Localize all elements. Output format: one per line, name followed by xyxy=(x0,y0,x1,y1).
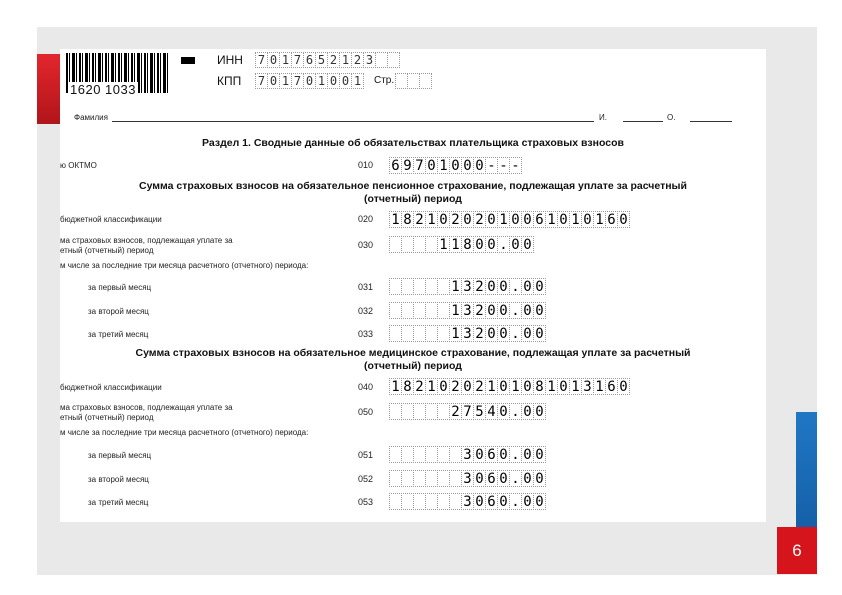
digit-cell: 6 xyxy=(303,52,316,68)
digit-cell: 1 xyxy=(279,73,292,89)
digit-cell: 1 xyxy=(437,236,450,253)
digit-cell: 0 xyxy=(521,378,534,395)
digit-cell: 1 xyxy=(569,378,582,395)
barcode-number: 1620 1033 xyxy=(70,82,136,97)
medical-kbk-code: 040 xyxy=(358,382,374,392)
digit-cell: 7 xyxy=(461,403,474,420)
digit-cell: 2 xyxy=(449,378,462,395)
digit-cell: 0 xyxy=(473,157,486,174)
digit-cell: . xyxy=(497,236,510,253)
digit-cell: 0 xyxy=(437,378,450,395)
digit-cell: 0 xyxy=(449,157,462,174)
digit-cell: 0 xyxy=(509,211,522,228)
oktmo-code: 010 xyxy=(358,160,374,170)
medical-total-label-1: ма страховых взносов, подлежащая уплате за xyxy=(60,403,233,412)
digit-cell: 0 xyxy=(485,302,498,319)
medical-month3-code: 053 xyxy=(358,497,374,507)
digit-cell: 0 xyxy=(533,302,546,319)
digit-cell: 0 xyxy=(461,157,474,174)
digit-cell: 0 xyxy=(497,278,510,295)
digit-cell: 2 xyxy=(413,211,426,228)
digit-cell: 0 xyxy=(485,278,498,295)
digit-cell: 3 xyxy=(461,278,474,295)
surname-underline xyxy=(112,121,594,122)
kpp-cells xyxy=(255,73,363,89)
digit-cell: 9 xyxy=(401,157,414,174)
digit-cell: 1 xyxy=(351,73,364,89)
inn-label: ИНН xyxy=(217,53,243,67)
pension-month2-label: за второй месяц xyxy=(88,307,149,316)
digit-cell: 0 xyxy=(473,493,486,510)
digit-cell: 0 xyxy=(617,378,630,395)
digit-cell: 7 xyxy=(413,157,426,174)
digit-cell: 1 xyxy=(593,211,606,228)
digit-cell: 2 xyxy=(449,403,462,420)
digit-cell: 0 xyxy=(497,470,510,487)
digit-cell: 0 xyxy=(339,73,352,89)
digit-cell: 3 xyxy=(461,302,474,319)
digit-cell: 1 xyxy=(389,378,402,395)
digit-cell: 0 xyxy=(557,378,570,395)
initial-o-label: О. xyxy=(667,113,676,122)
pension-kbk-label: бюджетной классификации xyxy=(60,215,162,224)
digit-cell: 1 xyxy=(389,211,402,228)
pension-month1-code: 031 xyxy=(358,282,374,292)
digit-cell: 4 xyxy=(485,403,498,420)
digit-cell: 0 xyxy=(473,446,486,463)
digit-cell: 6 xyxy=(389,157,402,174)
inn-cells xyxy=(255,52,399,68)
medical-total-code: 050 xyxy=(358,407,374,417)
digit-cell: 0 xyxy=(267,73,280,89)
digit-cell: 0 xyxy=(461,378,474,395)
digit-cell: 0 xyxy=(437,211,450,228)
digit-cell: 1 xyxy=(485,378,498,395)
medical-month3-cells xyxy=(389,493,545,510)
digit-cell: 0 xyxy=(497,403,510,420)
digit-cell: 3 xyxy=(461,493,474,510)
digit-cell: 1 xyxy=(425,211,438,228)
digit-cell: 2 xyxy=(413,378,426,395)
digit-cell: 1 xyxy=(545,378,558,395)
red-accent-bar xyxy=(37,54,60,124)
medical-total-label-2: етный (отчетный) период xyxy=(60,413,154,422)
medical-month1-cells xyxy=(389,446,545,463)
pension-title-line1: Сумма страховых взносов на обязательное пенсионное страхование, подлежащая уплате за расчетный xyxy=(139,180,687,192)
digit-cell: 1 xyxy=(449,278,462,295)
digit-cell: 0 xyxy=(533,403,546,420)
digit-cell: 0 xyxy=(267,52,280,68)
kpp-label: КПП xyxy=(217,74,242,88)
digit-cell: 0 xyxy=(581,211,594,228)
digit-cell: 2 xyxy=(351,52,364,68)
digit-cell: 1 xyxy=(509,378,522,395)
digit-cell: 0 xyxy=(521,302,534,319)
digit-cell: 0 xyxy=(533,446,546,463)
initial-o-underline xyxy=(690,121,732,122)
digit-cell: 6 xyxy=(605,378,618,395)
digit-cell: 2 xyxy=(449,211,462,228)
digit-cell: 8 xyxy=(401,378,414,395)
digit-cell: 0 xyxy=(533,325,546,342)
digit-cell: 6 xyxy=(533,211,546,228)
digit-cell: 6 xyxy=(485,446,498,463)
page-cells xyxy=(395,73,431,89)
pension-total-cells xyxy=(389,236,533,253)
digit-cell: 1 xyxy=(497,211,510,228)
medical-month1-code: 051 xyxy=(358,450,374,460)
digit-cell: 0 xyxy=(521,403,534,420)
pension-total-label-2: етный (отчетный) период xyxy=(60,246,154,255)
digit-cell: 1 xyxy=(339,52,352,68)
digit-cell: 1 xyxy=(449,236,462,253)
digit-cell: 0 xyxy=(497,378,510,395)
medical-month2-cells xyxy=(389,470,545,487)
digit-cell: - xyxy=(497,157,510,174)
digit-cell: 8 xyxy=(461,236,474,253)
digit-cell: 1 xyxy=(569,211,582,228)
digit-cell: 2 xyxy=(473,325,486,342)
digit-cell: 8 xyxy=(533,378,546,395)
digit-cell: 5 xyxy=(473,403,486,420)
oktmo-cells xyxy=(389,157,521,174)
digit-cell: 0 xyxy=(485,236,498,253)
digit-cell: 2 xyxy=(473,211,486,228)
digit-cell: 0 xyxy=(509,236,522,253)
medical-month1-label: за первый месяц xyxy=(88,451,152,460)
oktmo-label: ю ОКТМО xyxy=(60,161,97,170)
pension-month3-label: за третий месяц xyxy=(88,330,149,339)
pension-total-label-1: ма страховых взносов, подлежащая уплате за xyxy=(60,236,233,245)
pension-month1-label: за первый месяц xyxy=(88,283,152,292)
digit-cell: 3 xyxy=(363,52,376,68)
digit-cell: 0 xyxy=(521,236,534,253)
digit-cell: 0 xyxy=(473,236,486,253)
medical-month3-label: за третий месяц xyxy=(88,498,149,507)
page-label: Стр. xyxy=(374,75,395,86)
initial-i-underline xyxy=(623,121,663,122)
digit-cell: 2 xyxy=(327,52,340,68)
pension-title-line2: (отчетный) период xyxy=(364,193,462,205)
marker-square-icon xyxy=(181,57,195,64)
digit-cell: 0 xyxy=(521,493,534,510)
digit-cell: 0 xyxy=(485,211,498,228)
digit-cell: 6 xyxy=(485,493,498,510)
digit-cell: 1 xyxy=(449,302,462,319)
digit-cell: . xyxy=(509,470,522,487)
digit-cell: - xyxy=(509,157,522,174)
digit-cell: 0 xyxy=(521,470,534,487)
digit-cell: 0 xyxy=(533,278,546,295)
digit-cell: 1 xyxy=(437,157,450,174)
digit-cell: 0 xyxy=(557,211,570,228)
digit-cell: - xyxy=(485,157,498,174)
digit-cell: 1 xyxy=(279,52,292,68)
medical-total-cells xyxy=(389,403,545,420)
digit-cell: 5 xyxy=(315,52,328,68)
digit-cell: . xyxy=(509,403,522,420)
pension-month3-code: 033 xyxy=(358,329,374,339)
digit-cell: 3 xyxy=(461,325,474,342)
digit-cell: 1 xyxy=(425,378,438,395)
digit-cell: 7 xyxy=(291,73,304,89)
digit-cell: 0 xyxy=(327,73,340,89)
pension-kbk-cells xyxy=(389,211,629,228)
section-title: Раздел 1. Сводные данные об обязательствах плательщика страховых взносов xyxy=(202,137,624,149)
digit-cell: 0 xyxy=(497,493,510,510)
digit-cell: 3 xyxy=(461,470,474,487)
digit-cell: 0 xyxy=(521,446,534,463)
pension-month3-cells xyxy=(389,325,545,342)
digit-cell: 6 xyxy=(605,211,618,228)
surname-label: Фамилия xyxy=(74,113,108,122)
digit-cell: 0 xyxy=(533,493,546,510)
digit-cell: 1 xyxy=(315,73,328,89)
digit-cell: . xyxy=(509,302,522,319)
digit-cell: 2 xyxy=(473,278,486,295)
digit-cell xyxy=(419,73,432,89)
digit-cell: . xyxy=(509,325,522,342)
digit-cell: 7 xyxy=(255,73,268,89)
pension-kbk-code: 020 xyxy=(358,214,374,224)
digit-cell: 1 xyxy=(545,211,558,228)
digit-cell: 2 xyxy=(473,302,486,319)
medical-month2-label: за второй месяц xyxy=(88,475,149,484)
digit-cell: . xyxy=(509,446,522,463)
digit-cell: 3 xyxy=(461,446,474,463)
digit-cell: 0 xyxy=(485,325,498,342)
digit-cell: 1 xyxy=(449,325,462,342)
digit-cell: 8 xyxy=(401,211,414,228)
digit-cell: 0 xyxy=(617,211,630,228)
medical-months-label: м числе за последние три месяца расчетного (отчетного) периода: xyxy=(60,428,309,437)
medical-kbk-label: бюджетной классификации xyxy=(60,383,162,392)
digit-cell: 2 xyxy=(473,378,486,395)
digit-cell: . xyxy=(509,493,522,510)
initial-i-label: И. xyxy=(599,113,607,122)
medical-title-line1: Сумма страховых взносов на обязательное медицинское страхование, подлежащая уплате за расчетный xyxy=(135,347,691,359)
digit-cell: 0 xyxy=(473,470,486,487)
digit-cell: 0 xyxy=(461,211,474,228)
pension-months-label: м числе за последние три месяца расчетного (отчетного) периода: xyxy=(60,261,309,270)
medical-month2-code: 052 xyxy=(358,474,374,484)
pension-total-code: 030 xyxy=(358,240,374,250)
pension-month2-code: 032 xyxy=(358,306,374,316)
blue-accent-bar xyxy=(796,412,817,527)
digit-cell: 0 xyxy=(497,325,510,342)
digit-cell: 0 xyxy=(303,73,316,89)
digit-cell: 1 xyxy=(593,378,606,395)
digit-cell: 0 xyxy=(521,325,534,342)
digit-cell: 6 xyxy=(485,470,498,487)
digit-cell: 0 xyxy=(521,278,534,295)
pension-month1-cells xyxy=(389,278,545,295)
page-number: 6 xyxy=(777,527,817,574)
digit-cell: 7 xyxy=(291,52,304,68)
digit-cell: 0 xyxy=(497,446,510,463)
medical-title-line2: (отчетный) период xyxy=(364,360,462,372)
digit-cell: 0 xyxy=(497,302,510,319)
digit-cell: 7 xyxy=(255,52,268,68)
digit-cell xyxy=(387,52,400,68)
digit-cell: 0 xyxy=(425,157,438,174)
digit-cell: . xyxy=(509,278,522,295)
pension-month2-cells xyxy=(389,302,545,319)
medical-kbk-cells xyxy=(389,378,629,395)
digit-cell: 0 xyxy=(533,470,546,487)
digit-cell: 0 xyxy=(521,211,534,228)
digit-cell: 3 xyxy=(581,378,594,395)
